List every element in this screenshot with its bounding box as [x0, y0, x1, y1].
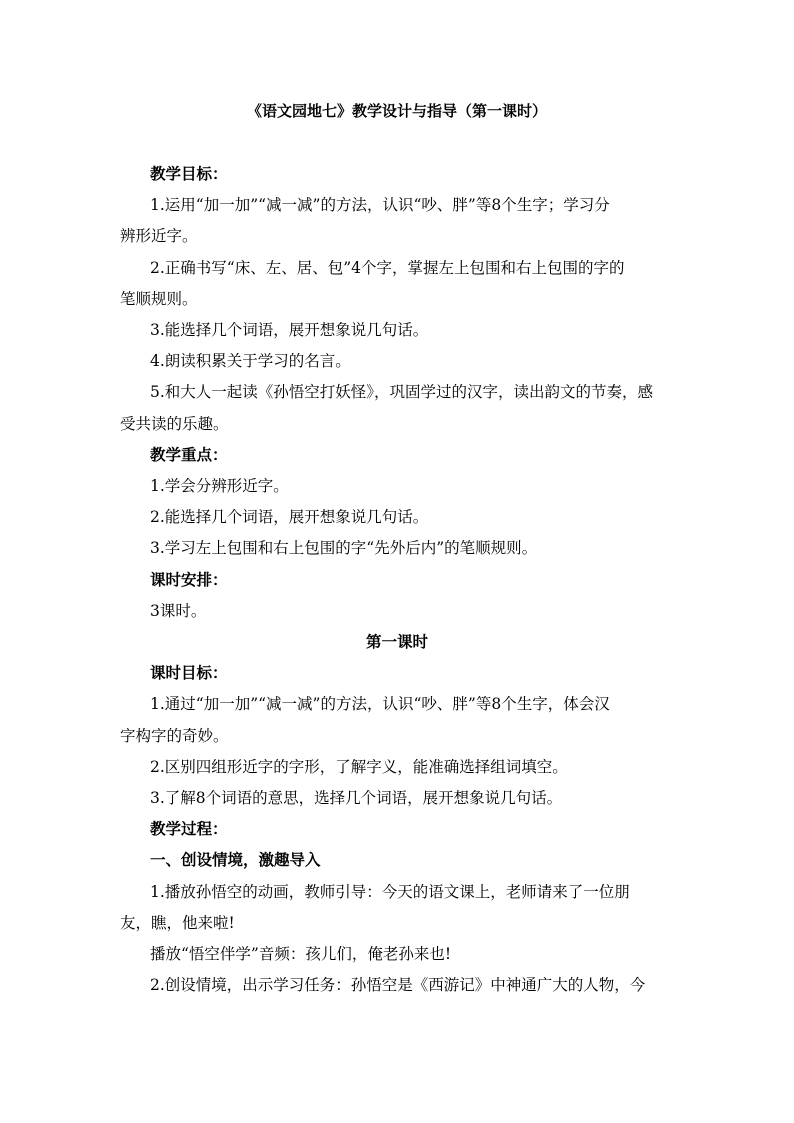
text-line: 3.能选择几个词语，展开想象说几句话。: [150, 321, 429, 339]
text-line: 3课时。: [150, 601, 207, 620]
section-heading: 课时目标：: [150, 663, 228, 683]
text-line: 笔顺规则。: [120, 289, 198, 308]
text-line: 4.朗读积累关于学习的名言。: [150, 352, 351, 371]
text-line: 友，瞧，他来啦!: [120, 913, 235, 932]
section-heading: 教学过程：: [150, 819, 228, 839]
text-line: 1.播放孙悟空的动画，教师引导：今天的语文课上，老师请来了一位朋: [150, 882, 630, 901]
text-line: 2.区别四组形近字的字形，了解字义，能准确选择组词填空。: [150, 757, 568, 776]
text-line: 1.通过“加一加”“减一减”的方法，认识“吵、胖”等8个生字，体会汉: [150, 695, 610, 714]
text-line: 5.和大人一起读《孙悟空打妖怪》，巩固学过的汉字，读出韵文的节奏，感: [150, 383, 654, 402]
text-line: 播放“悟空伴学”音频：孩儿们，俺老孙来也!: [150, 945, 452, 963]
lesson-subtitle: 第一课时: [365, 632, 428, 651]
text-line: 3.了解8个词语的意思，选择几个词语，展开想象说几句话。: [150, 789, 563, 807]
text-line: 3.学习左上包围和右上包围的字“先外后内”的笔顺规则。: [150, 539, 538, 558]
text-line: 2.创设情境，出示学习任务：孙悟空是《西游记》中神通广大的人物，今: [150, 976, 646, 995]
text-line: 1.运用“加一加”“减一减”的方法，认识“吵、胖”等8个生字；学习分: [150, 196, 610, 215]
section-heading: 教学重点：: [150, 444, 228, 464]
text-line: 受共读的乐趣。: [120, 414, 229, 433]
document-title: 《语文园地七》教学设计与指导（第一课时）: [246, 102, 547, 120]
text-line: 2.正确书写“床、左、居、包”4个字，掌握左上包围和右上包围的字的: [150, 258, 625, 277]
text-line: 1.学会分辨形近字。: [150, 477, 289, 495]
text-line: 2.能选择几个词语，展开想象说几句话。: [150, 508, 429, 527]
text-line: 辨形近字。: [120, 227, 198, 246]
text-line: 字构字的奇妙。: [120, 726, 229, 745]
section-heading: 教学目标：: [150, 164, 228, 183]
section-heading: 课时安排：: [150, 569, 228, 589]
section-heading: 一、创设情境，激趣导入: [150, 850, 321, 870]
